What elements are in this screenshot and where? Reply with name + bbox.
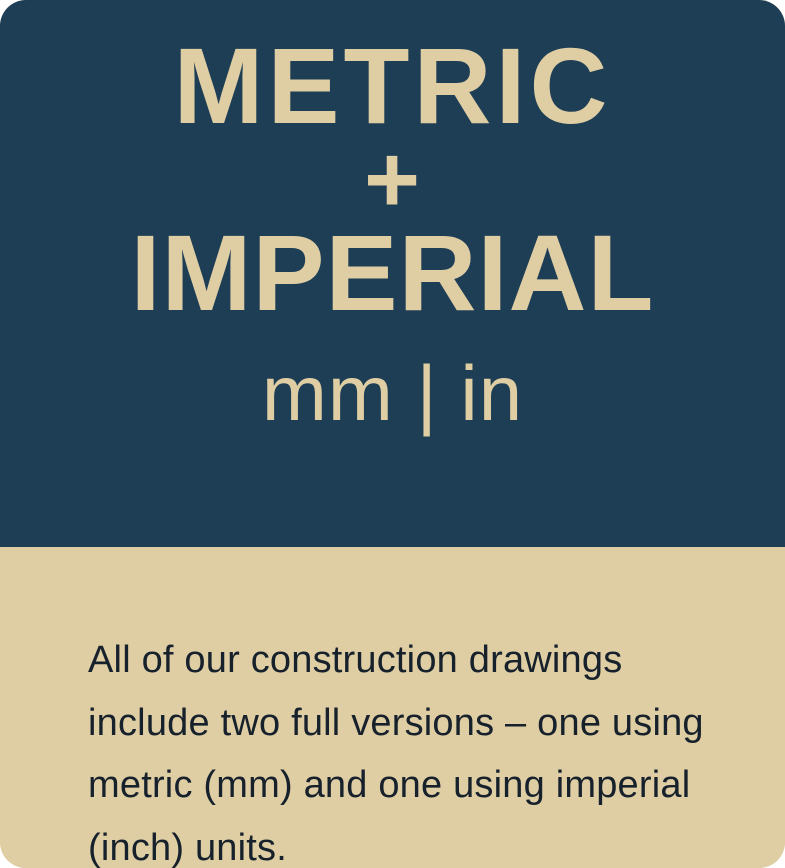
hero-line-metric: METRIC — [173, 25, 612, 146]
description-paragraph: All of our construction drawings include two full versions – one using metric (mm) and one using imperial (inch) units. — [88, 639, 704, 868]
hero-units-label: mm | in — [261, 349, 524, 438]
hero-line-imperial: IMPERIAL — [130, 211, 655, 333]
hero-plus-symbol: + — [363, 126, 422, 234]
description-panel — [0, 547, 785, 868]
